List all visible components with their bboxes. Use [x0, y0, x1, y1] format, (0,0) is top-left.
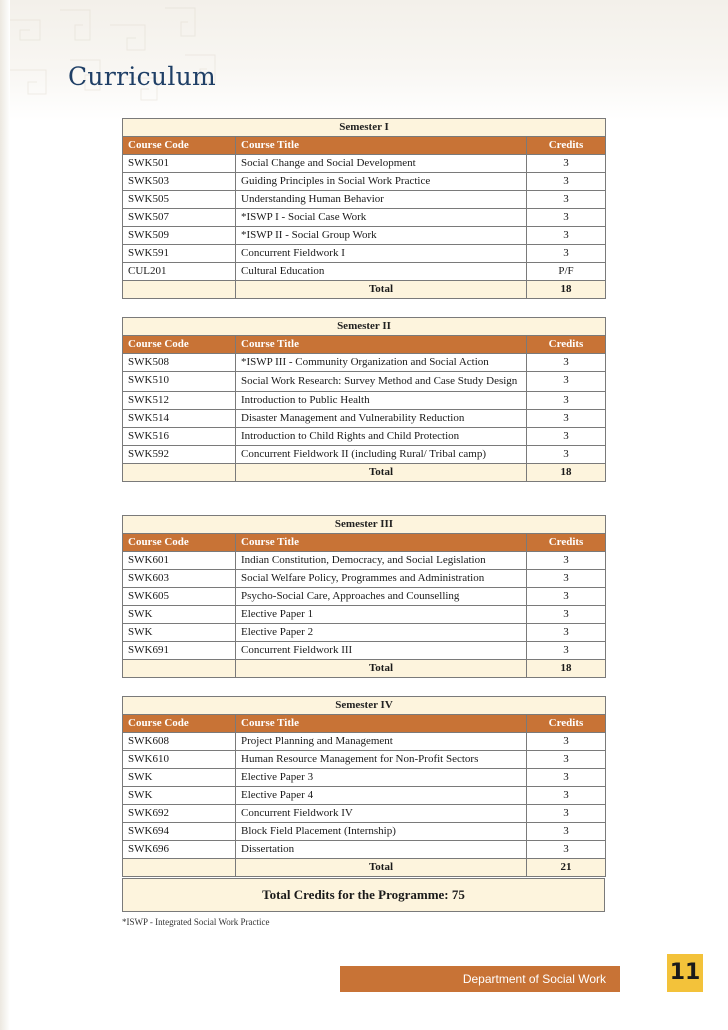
table-row [123, 410, 606, 428]
course-code: SWK507 [123, 209, 236, 227]
total-spacer [123, 660, 236, 678]
course-code: SWK605 [123, 588, 236, 606]
col-course-code: Course Code [123, 534, 236, 552]
col-credits: Credits [527, 137, 606, 155]
total-row [123, 660, 606, 678]
footer-department: Department of Social Work [462, 972, 606, 986]
decorative-pattern [0, 0, 260, 120]
course-credits: 3 [527, 191, 606, 209]
course-credits: 3 [527, 787, 606, 805]
footer-bar [340, 966, 620, 992]
course-credits: 3 [527, 227, 606, 245]
table-row [123, 769, 606, 787]
course-title: Understanding Human Behavior [236, 191, 527, 209]
course-title: Cultural Education [236, 263, 527, 281]
total-row [123, 281, 606, 299]
course-credits: 3 [527, 552, 606, 570]
table-row [123, 841, 606, 859]
table-row [123, 245, 606, 263]
course-credits: 3 [527, 570, 606, 588]
table-row [123, 263, 606, 281]
semester-title: Semester I [123, 119, 606, 137]
course-code: CUL201 [123, 263, 236, 281]
course-title: Concurrent Fieldwork II (including Rural/ Tribal camp) [236, 446, 527, 464]
course-title: Indian Constitution, Democracy, and Social Legislation [236, 552, 527, 570]
course-code: SWK694 [123, 823, 236, 841]
course-credits: 3 [527, 392, 606, 410]
col-course-title: Course Title [236, 715, 527, 733]
total-credits: 18 [527, 464, 606, 482]
table-row [123, 446, 606, 464]
course-code: SWK510 [123, 372, 236, 392]
total-label: Total [236, 859, 527, 877]
course-code: SWK [123, 769, 236, 787]
course-title: Psycho-Social Care, Approaches and Counselling [236, 588, 527, 606]
table-row [123, 372, 606, 392]
course-title: Project Planning and Management [236, 733, 527, 751]
course-credits: 3 [527, 588, 606, 606]
total-spacer [123, 859, 236, 877]
course-code: SWK [123, 787, 236, 805]
course-credits: 3 [527, 841, 606, 859]
course-code: SWK516 [123, 428, 236, 446]
table-row [123, 823, 606, 841]
table-row [123, 805, 606, 823]
course-code: SWK696 [123, 841, 236, 859]
course-credits: P/F [527, 263, 606, 281]
course-code: SWK692 [123, 805, 236, 823]
semester-1-table [122, 118, 606, 299]
table-row [123, 173, 606, 191]
col-course-code: Course Code [123, 137, 236, 155]
course-title: Social Change and Social Development [236, 155, 527, 173]
table-row [123, 787, 606, 805]
course-credits: 3 [527, 769, 606, 787]
col-credits: Credits [527, 715, 606, 733]
total-credits: 21 [527, 859, 606, 877]
course-title: Elective Paper 4 [236, 787, 527, 805]
course-credits: 3 [527, 354, 606, 372]
course-credits: 3 [527, 805, 606, 823]
course-code: SWK610 [123, 751, 236, 769]
course-title: Elective Paper 2 [236, 624, 527, 642]
table-row [123, 552, 606, 570]
course-credits: 3 [527, 733, 606, 751]
col-course-title: Course Title [236, 336, 527, 354]
course-code: SWK [123, 624, 236, 642]
footnote: *ISWP - Integrated Social Work Practice [122, 917, 270, 927]
course-credits: 3 [527, 245, 606, 263]
total-credits: 18 [527, 660, 606, 678]
course-title: *ISWP I - Social Case Work [236, 209, 527, 227]
course-title: Concurrent Fieldwork I [236, 245, 527, 263]
total-label: Total [236, 464, 527, 482]
table-row [123, 570, 606, 588]
page-number: 11 [667, 954, 703, 992]
grand-total: Total Credits for the Programme: 75 [122, 878, 605, 912]
col-credits: Credits [527, 534, 606, 552]
course-title: Introduction to Child Rights and Child Protection [236, 428, 527, 446]
semester-2-table [122, 317, 606, 482]
page-title: Curriculum [68, 62, 217, 91]
course-title: Human Resource Management for Non-Profit Sectors [236, 751, 527, 769]
semester-title: Semester IV [123, 697, 606, 715]
course-credits: 3 [527, 642, 606, 660]
course-credits: 3 [527, 751, 606, 769]
total-label: Total [236, 281, 527, 299]
course-title: Concurrent Fieldwork IV [236, 805, 527, 823]
course-code: SWK608 [123, 733, 236, 751]
table-row [123, 191, 606, 209]
course-credits: 3 [527, 209, 606, 227]
course-credits: 3 [527, 823, 606, 841]
course-code: SWK508 [123, 354, 236, 372]
semester-4-table [122, 696, 606, 877]
total-credits: 18 [527, 281, 606, 299]
table-row [123, 209, 606, 227]
course-title: Introduction to Public Health [236, 392, 527, 410]
course-credits: 3 [527, 606, 606, 624]
course-title: Social Welfare Policy, Programmes and Administration [236, 570, 527, 588]
course-title: *ISWP II - Social Group Work [236, 227, 527, 245]
course-title: Guiding Principles in Social Work Practice [236, 173, 527, 191]
course-code: SWK505 [123, 191, 236, 209]
course-code: SWK501 [123, 155, 236, 173]
table-row [123, 428, 606, 446]
course-title: Elective Paper 3 [236, 769, 527, 787]
course-code: SWK509 [123, 227, 236, 245]
semester-3-table [122, 515, 606, 678]
course-credits: 3 [527, 155, 606, 173]
col-course-code: Course Code [123, 715, 236, 733]
course-code: SWK592 [123, 446, 236, 464]
left-edge-shade [0, 0, 10, 1030]
table-row [123, 624, 606, 642]
table-row [123, 588, 606, 606]
course-credits: 3 [527, 410, 606, 428]
total-spacer [123, 464, 236, 482]
semester-title: Semester III [123, 516, 606, 534]
total-spacer [123, 281, 236, 299]
course-title: Disaster Management and Vulnerability Reduction [236, 410, 527, 428]
course-title: *ISWP III - Community Organization and Social Action [236, 354, 527, 372]
total-row [123, 464, 606, 482]
course-code: SWK691 [123, 642, 236, 660]
course-title: Dissertation [236, 841, 527, 859]
col-credits: Credits [527, 336, 606, 354]
course-code: SWK [123, 606, 236, 624]
col-course-title: Course Title [236, 534, 527, 552]
table-row [123, 606, 606, 624]
course-code: SWK591 [123, 245, 236, 263]
course-credits: 3 [527, 428, 606, 446]
course-title: Elective Paper 1 [236, 606, 527, 624]
course-title: Block Field Placement (Internship) [236, 823, 527, 841]
semester-title: Semester II [123, 318, 606, 336]
course-credits: 3 [527, 624, 606, 642]
table-row [123, 751, 606, 769]
course-code: SWK512 [123, 392, 236, 410]
table-row [123, 392, 606, 410]
course-credits: 3 [527, 446, 606, 464]
total-label: Total [236, 660, 527, 678]
course-code: SWK514 [123, 410, 236, 428]
course-title: Social Work Research: Survey Method and Case Study Design [236, 372, 527, 392]
course-code: SWK601 [123, 552, 236, 570]
table-row [123, 733, 606, 751]
col-course-title: Course Title [236, 137, 527, 155]
table-row [123, 354, 606, 372]
table-row [123, 227, 606, 245]
col-course-code: Course Code [123, 336, 236, 354]
course-title: Concurrent Fieldwork III [236, 642, 527, 660]
course-credits: 3 [527, 372, 606, 392]
course-credits: 3 [527, 173, 606, 191]
course-code: SWK503 [123, 173, 236, 191]
table-row [123, 155, 606, 173]
table-row [123, 642, 606, 660]
total-row [123, 859, 606, 877]
course-code: SWK603 [123, 570, 236, 588]
